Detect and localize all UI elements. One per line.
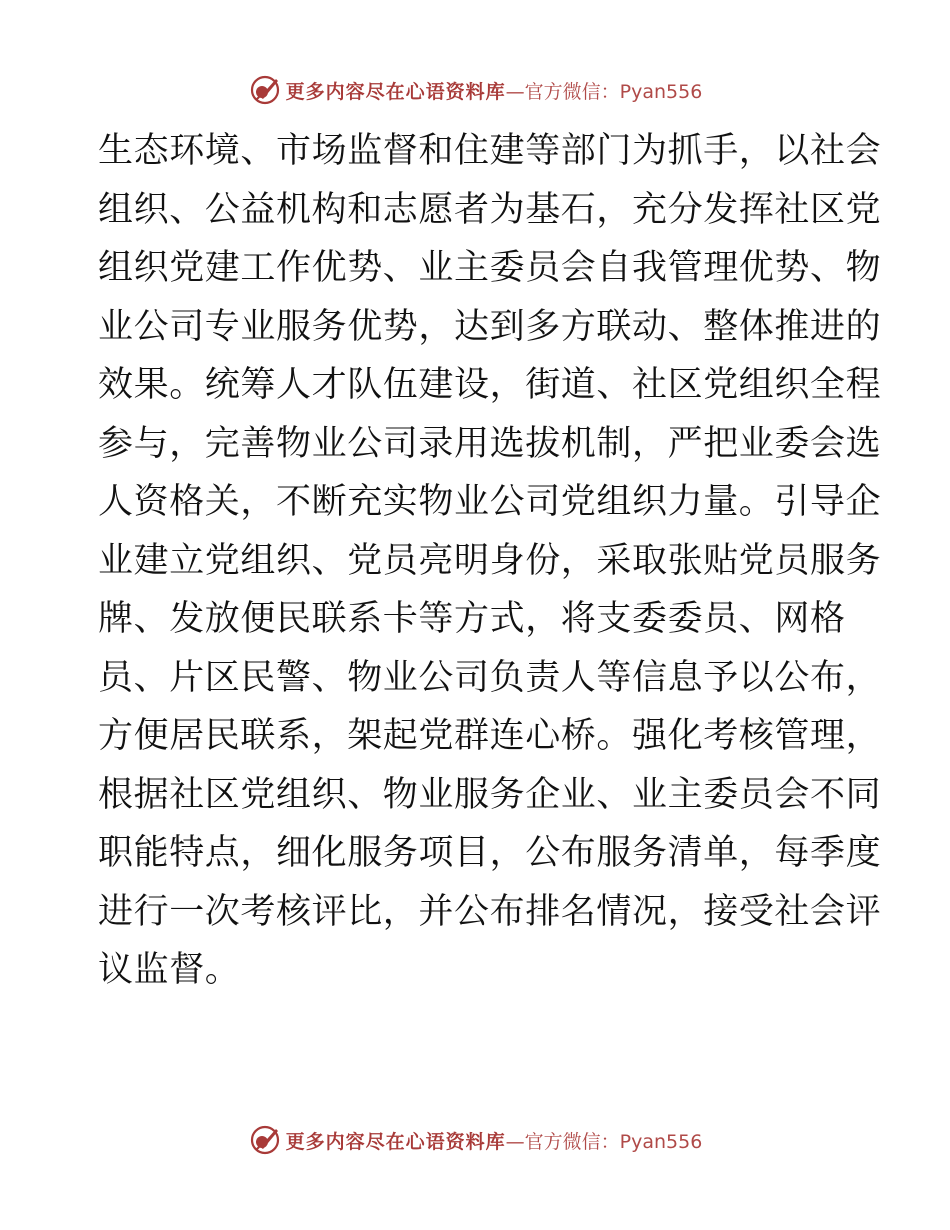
body-line: 职能特点，细化服务项目，公布服务清单，每季度	[98, 833, 882, 873]
body-line: 牌、发放便民联系卡等方式，将支委委员、网格	[98, 599, 846, 639]
body-line: 效果。统筹人才队伍建设，街道、社区党组织全程	[98, 365, 882, 405]
body-line: 人资格关，不断充实物业公司党组织力量。引导企	[98, 482, 882, 522]
header-banner-text: 更多内容尽在心语资料库	[285, 80, 506, 103]
footer-banner-contact: —官方微信：Pyan556	[505, 1130, 703, 1153]
header-banner-contact: —官方微信：Pyan556	[505, 80, 703, 103]
body-line: 组织、公益机构和志愿者为基石，充分发挥社区党	[98, 189, 882, 230]
body-line: 业公司专业服务优势，达到多方联动、整体推进的	[98, 306, 882, 347]
body-line: 参与，完善物业公司录用选拔机制，严把业委会选	[98, 423, 882, 464]
footer-banner	[0, 1120, 950, 1160]
quill-circle-logo-icon	[248, 1123, 282, 1157]
footer-banner-text: 更多内容尽在心语资料库	[285, 1130, 506, 1153]
body-line: 议监督。	[98, 950, 241, 990]
quill-circle-logo-icon	[248, 73, 282, 107]
body-line: 根据社区党组织、物业服务企业、业主委员会不同	[98, 774, 882, 815]
document-body	[98, 122, 882, 1000]
body-line: 生态环境、市场监督和住建等部门为抓手，以社会	[98, 131, 882, 171]
header-banner	[0, 70, 950, 110]
body-line: 进行一次考核评比，并公布排名情况，接受社会评	[98, 891, 882, 932]
body-line: 业建立党组织、党员亮明身份，采取张贴党员服务	[98, 540, 882, 581]
body-line: 员、片区民警、物业公司负责人等信息予以公布，	[98, 657, 882, 698]
body-line: 组织党建工作优势、业主委员会自我管理优势、物	[98, 248, 882, 288]
body-line: 方便居民联系，架起党群连心桥。强化考核管理，	[98, 716, 882, 756]
